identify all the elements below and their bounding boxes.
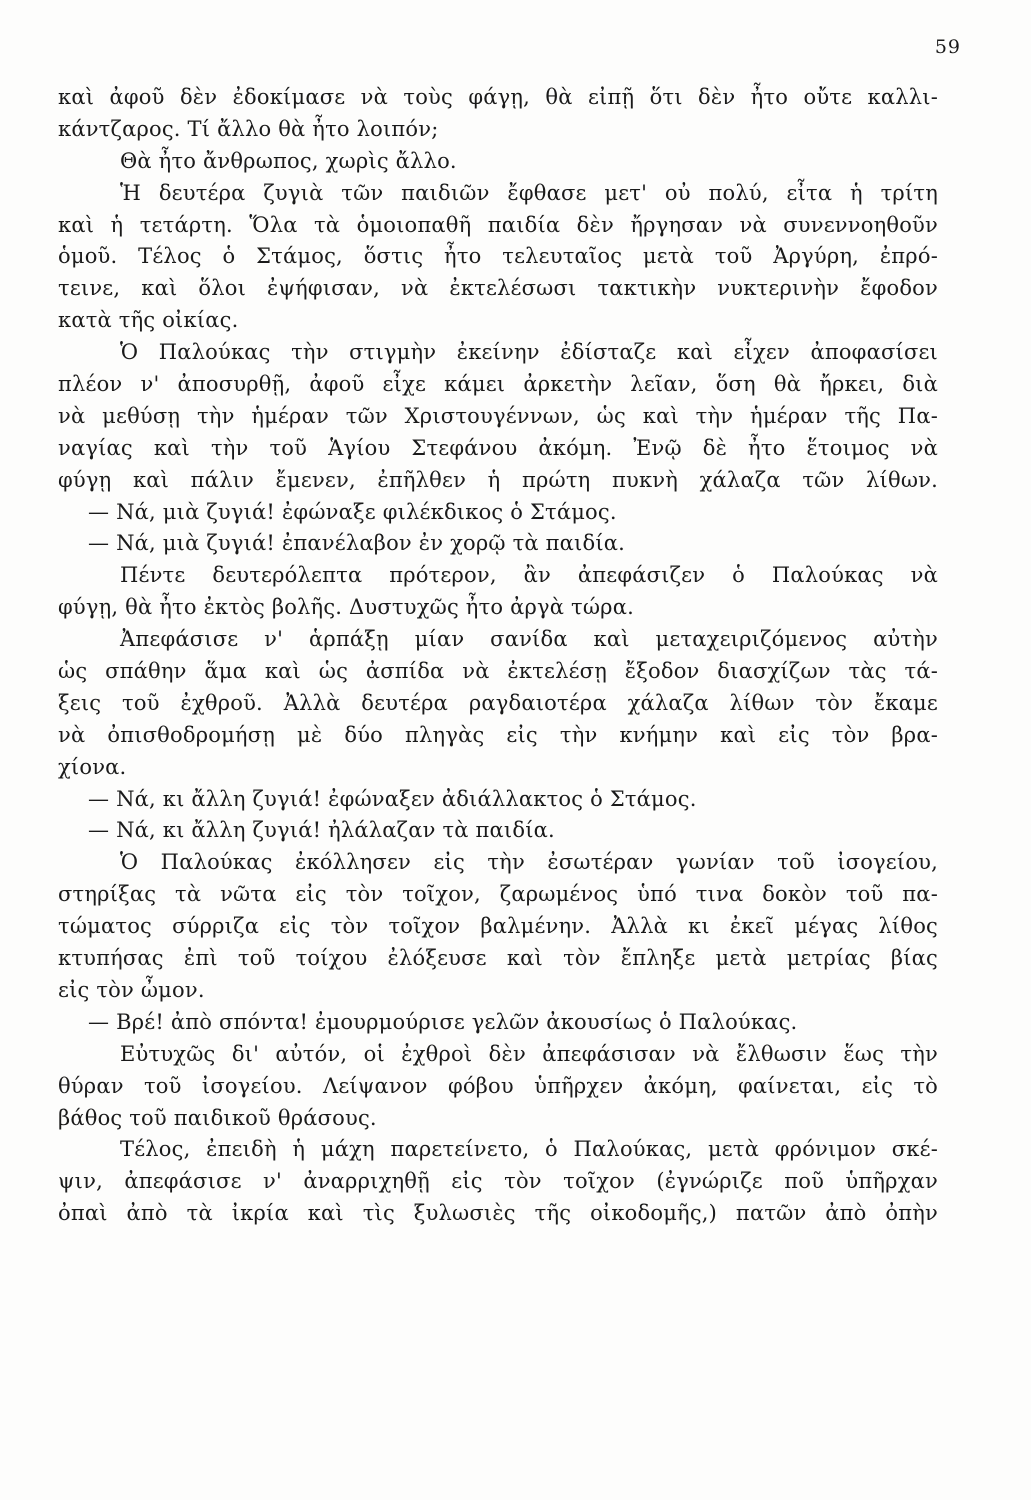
text-line: πλέον ν' ἀποσυρθῇ, ἀφοῦ εἶχε κάμει ἀρκετὴν λεῖαν, ὅση θὰ ἤρκει, διὰ (58, 372, 938, 397)
text-line: — Νά, μιὰ ζυγιά! ἐφώναξε φιλέκδικος ὁ Στάμος. (88, 499, 617, 524)
text-line: βάθος τοῦ παιδικοῦ θράσους. (58, 1105, 377, 1130)
text-line: καὶ ἡ τετάρτη. Ὅλα τὰ ὁμοιοπαθῆ παιδία δὲν ἤργησαν νὰ συνεννοηθοῦν (58, 212, 938, 237)
text-line: ψιν, ἀπεφάσισε ν' ἀναρριχηθῇ εἰς τὸν τοῖχον (ἐγνώριζε ποῦ ὑπῆρχαν (58, 1169, 938, 1194)
text-line: — Νά, μιὰ ζυγιά! ἐπανέλαβον ἐν χορῷ τὰ παιδία. (88, 531, 626, 556)
text-line: Ἀπεφάσισε ν' ἁρπάξῃ μίαν σανίδα καὶ μεταχειριζόμενος αὐτὴν (120, 627, 938, 652)
text-line: νὰ ὀπισθοδρομήσῃ μὲ δύο πληγὰς εἰς τὴν κνήμην καὶ εἰς τὸν βρα- (58, 722, 938, 747)
text-line: Ὁ Παλούκας τὴν στιγμὴν ἐκείνην ἐδίσταζε καὶ εἶχεν ἀποφασίσει (120, 340, 938, 365)
text-line: τεινε, καὶ ὅλοι ἐψήφισαν, νὰ ἐκτελέσωσι τακτικὴν νυκτερινὴν ἔφοδον (58, 276, 938, 301)
text-line: τώματος σύρριζα εἰς τὸν τοῖχον βαλμένην. Ἀλλὰ κι ἐκεῖ μέγας λίθος (58, 914, 938, 939)
body-text (58, 82, 938, 1230)
text-line: ὁμοῦ. Τέλος ὁ Στάμος, ὅστις ἦτο τελευταῖος μετὰ τοῦ Ἀργύρη, ἐπρό- (58, 244, 938, 269)
page-number: 59 (934, 36, 961, 58)
text-line: Πέντε δευτερόλεπτα πρότερον, ἂν ἀπεφάσιζεν ὁ Παλούκας νὰ (120, 563, 938, 588)
text-line: Εὐτυχῶς δι' αὐτόν, οἱ ἐχθροὶ δὲν ἀπεφάσισαν νὰ ἔλθωσιν ἕως τὴν (120, 1041, 938, 1066)
text-line: — Νά, κι ἄλλη ζυγιά! ἠλάλαζαν τὰ παιδία. (88, 818, 555, 843)
text-line: ναγίας καὶ τὴν τοῦ Ἁγίου Στεφάνου ἀκόμη. Ἐνῷ δὲ ἦτο ἕτοιμος νὰ (58, 435, 938, 460)
text-line: κτυπήσας ἐπὶ τοῦ τοίχου ἐλόξευσε καὶ τὸν ἔπληξε μετὰ μετρίας βίας (58, 946, 938, 971)
text-line: καὶ ἀφοῦ δὲν ἐδοκίμασε νὰ τοὺς φάγῃ, θὰ εἰπῇ ὅτι δὲν ἦτο οὔτε καλλι- (58, 85, 938, 109)
text-line: εἰς τὸν ὦμον. (58, 977, 205, 1002)
text-line: νὰ μεθύσῃ τὴν ἡμέραν τῶν Χριστουγέννων, ὡς καὶ τὴν ἡμέραν τῆς Πα- (58, 403, 938, 428)
text-line: — Νά, κι ἄλλη ζυγιά! ἐφώναξεν ἀδιάλλακτος ὁ Στάμος. (88, 786, 697, 811)
text-line: στηρίξας τὰ νῶτα εἰς τὸν τοῖχον, ζαρωμένος ὑπό τινα δοκὸν τοῦ πα- (58, 882, 938, 907)
text-line: Ὁ Παλούκας ἐκόλλησεν εἰς τὴν ἐσωτέραν γωνίαν τοῦ ἰσογείου, (120, 850, 938, 875)
text-line: θύραν τοῦ ἰσογείου. Λείψανον φόβου ὑπῆρχεν ἀκόμη, φαίνεται, εἰς τὸ (58, 1073, 938, 1098)
text-line: Ἡ δευτέρα ζυγιὰ τῶν παιδιῶν ἔφθασε μετ' οὐ πολύ, εἶτα ἡ τρίτη (120, 180, 938, 205)
text-line: κατὰ τῆς οἰκίας. (58, 308, 239, 333)
text-line: φύγῃ, θὰ ἦτο ἐκτὸς βολῆς. Δυστυχῶς ἦτο ἀργὰ τώρα. (58, 595, 634, 620)
text-line: κάντζαρος. Τί ἄλλο θὰ ἦτο λοιπόν; (58, 116, 439, 141)
text-line: Τέλος, ἐπειδὴ ἡ μάχη παρετείνετο, ὁ Παλούκας, μετὰ φρόνιμον σκέ- (120, 1137, 938, 1162)
text-line: ὀπαὶ ἀπὸ τὰ ἰκρία καὶ τὶς ξυλωσιὲς τῆς οἰκοδομῆς,) πατῶν ἀπὸ ὀπὴν (58, 1201, 938, 1226)
text-line: φύγῃ καὶ πάλιν ἔμενεν, ἐπῆλθεν ἡ πρώτη πυκνὴ χάλαζα τῶν λίθων. (58, 467, 938, 492)
text-line: ξεις τοῦ ἐχθροῦ. Ἀλλὰ δευτέρα ραγδαιοτέρα χάλαζα λίθων τὸν ἔκαμε (58, 690, 938, 715)
text-line: ὡς σπάθην ἅμα καὶ ὡς ἀσπίδα νὰ ἐκτελέσῃ ἔξοδον διασχίζων τὰς τά- (58, 659, 938, 684)
text-line: — Βρέ! ἀπὸ σπόντα! ἐμουρμούρισε γελῶν ἀκουσίως ὁ Παλούκας. (88, 1009, 798, 1034)
text-line: χίονα. (58, 754, 127, 779)
text-line: Θὰ ἦτο ἄνθρωπος, χωρὶς ἄλλο. (120, 148, 457, 173)
